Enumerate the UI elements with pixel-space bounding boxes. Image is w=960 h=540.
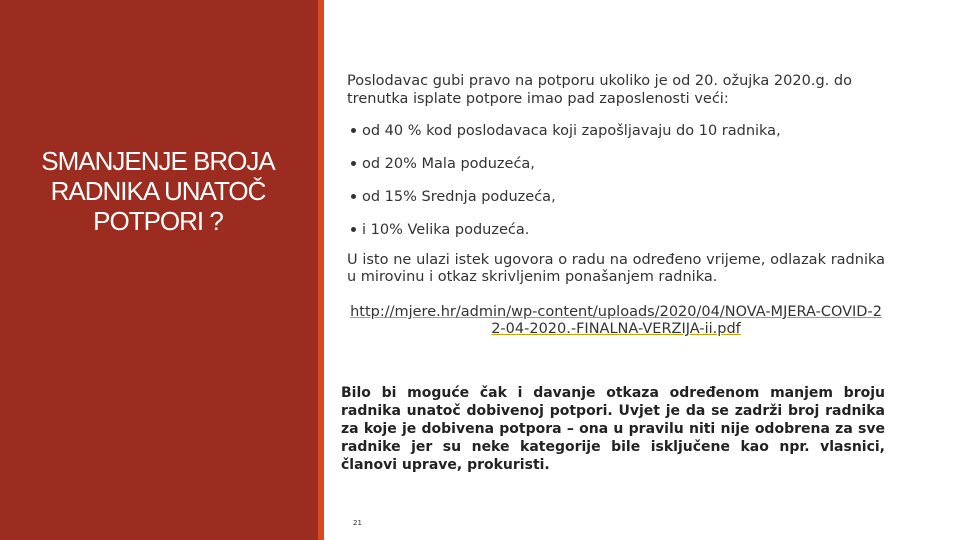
bullet-text: i 10% Velika poduzeća.	[362, 222, 530, 238]
note-paragraph: U isto ne ulazi istek ugovora o radu na određeno vrijeme, odlazak radnika u mirovinu i otkaz skrivljenim ponašanjem radnika.	[347, 252, 885, 285]
bullet-text: od 40 % kod poslodavaca koji zapošljavaju do 10 radnika,	[362, 123, 781, 139]
bullet-text: od 15% Srednja poduzeća,	[362, 189, 556, 205]
intro-paragraph: Poslodavac gubi pravo na potporu ukoliko je od 20. ožujka 2020.g. do trenutka isplate potpore imao pad zaposlenosti veći:	[347, 73, 852, 107]
bullet-dot-icon	[351, 161, 356, 166]
accent-strip	[318, 0, 324, 540]
bullet-text: od 20% Mala poduzeća,	[362, 156, 535, 172]
bullet-item	[347, 188, 885, 206]
bullet-dot-icon	[351, 128, 356, 133]
bold-paragraph: Bilo bi moguće čak i davanje otkaza određenom manjem broju radnika unatoč dobivenoj potpori. Uvjet je da se zadrži broj radnika za koje je dobivena potpora – ona u pravilu niti nije odobrena za sve radnike jer su neke kategorije bile isključene kao npr. vlasnici, članovi uprave, prokuristi.	[341, 385, 885, 473]
document-link[interactable]: http://mjere.hr/admin/wp-content/uploads/2020/04/NOVA-MJERA-COVID-22-04-2020.-FINALNA-VERZIJA-ii.pdf	[350, 304, 882, 337]
slide-title: SMANJENJE BROJA RADNIKA UNATOČ POTPORI ?	[41, 146, 275, 236]
bullet-item	[347, 122, 885, 140]
bullet-dot-icon	[351, 227, 356, 232]
bullet-dot-icon	[351, 194, 356, 199]
bullet-item	[347, 221, 885, 239]
page-number: 21	[353, 519, 362, 527]
bullet-item	[347, 155, 885, 173]
left-panel	[0, 0, 318, 540]
